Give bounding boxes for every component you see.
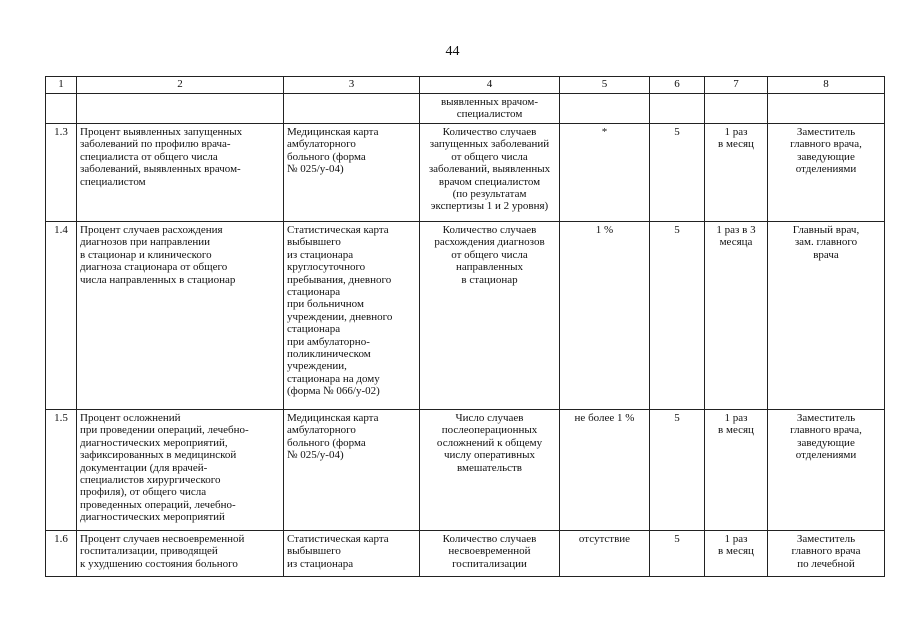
- formula-cell: Количество случаев запущенных заболеваний от общего числа заболеваний, выявленных врачом специалистом (по результатам экспертизы 1 и 2 уровня): [420, 124, 560, 222]
- table-cell: [705, 94, 768, 124]
- formula-cell: Число случаев послеоперационных осложнений к общему числу оперативных вмешательств: [420, 410, 560, 531]
- table-cell: [560, 94, 650, 124]
- period-cell: 1 раз в месяц: [705, 124, 768, 222]
- formula-cell: Количество случаев расхождения диагнозов от общего числа направленных в стационар: [420, 222, 560, 410]
- responsible-cell: Заместитель главного врача по лечебной: [768, 531, 885, 577]
- weight-cell: 5: [650, 410, 705, 531]
- row-number: 1.6: [46, 531, 77, 577]
- table-row: [46, 124, 885, 222]
- row-number: 1.5: [46, 410, 77, 531]
- column-number: 6: [650, 77, 705, 94]
- continuation-row: [46, 94, 885, 124]
- source-cell: Медицинская карта амбулаторного больного (форма № 025/у-04): [284, 124, 420, 222]
- period-cell: 1 раз в 3 месяца: [705, 222, 768, 410]
- table-cell: [768, 94, 885, 124]
- formula-cell: Количество случаев несвоевременной госпитализации: [420, 531, 560, 577]
- table-cell: [284, 94, 420, 124]
- column-number: 2: [77, 77, 284, 94]
- responsible-cell: Главный врач, зам. главного врача: [768, 222, 885, 410]
- indicator-cell: Процент выявленных запущенных заболеваний по профилю врача- специалиста от общего числа заболеваний, выявленных врачом- специалистом: [77, 124, 284, 222]
- column-number: 1: [46, 77, 77, 94]
- page-number: 44: [445, 44, 460, 59]
- source-cell: Статистическая карта выбывшего из стационара круглосуточного пребывания, дневного стационара при больничном учреждении, дневного стационара при амбулаторно- поликлиническом учреждении, стационара на дому (форма № 066/у-02): [284, 222, 420, 410]
- indicator-cell: Процент осложнений при проведении операций, лечебно- диагностических мероприятий, зафиксированных в медицинской документации (для врачей- специалистов хирургического профиля), от общего числа проведенных операций, лечебно- диагностических мероприятий: [77, 410, 284, 531]
- indicator-cell: Процент случаев расхождения диагнозов при направлении в стационар и клинического диагноза стационара от общего числа направленных в стационар: [77, 222, 284, 410]
- responsible-cell: Заместитель главного врача, заведующие отделениями: [768, 410, 885, 531]
- norm-cell: 1 %: [560, 222, 650, 410]
- norm-cell: отсутствие: [560, 531, 650, 577]
- column-number: 5: [560, 77, 650, 94]
- column-number: 7: [705, 77, 768, 94]
- source-cell: Статистическая карта выбывшего из стационара: [284, 531, 420, 577]
- table-cell: [77, 94, 284, 124]
- responsible-cell: Заместитель главного врача, заведующие отделениями: [768, 124, 885, 222]
- table-row: [46, 531, 885, 577]
- norm-cell: *: [560, 124, 650, 222]
- period-cell: 1 раз в месяц: [705, 531, 768, 577]
- table-row: [46, 410, 885, 531]
- weight-cell: 5: [650, 124, 705, 222]
- formula-cell: выявленных врачом- специалистом: [420, 94, 560, 124]
- column-number-row: [46, 77, 885, 94]
- criteria-table: [45, 76, 885, 577]
- weight-cell: 5: [650, 531, 705, 577]
- column-number: 3: [284, 77, 420, 94]
- norm-cell: не более 1 %: [560, 410, 650, 531]
- weight-cell: 5: [650, 222, 705, 410]
- column-number: 8: [768, 77, 885, 94]
- period-cell: 1 раз в месяц: [705, 410, 768, 531]
- indicator-cell: Процент случаев несвоевременной госпитализации, приводящей к ухудшению состояния больного: [77, 531, 284, 577]
- source-cell: Медицинская карта амбулаторного больного (форма № 025/у-04): [284, 410, 420, 531]
- table-row: [46, 222, 885, 410]
- table-cell: [650, 94, 705, 124]
- column-number: 4: [420, 77, 560, 94]
- row-number: 1.3: [46, 124, 77, 222]
- row-number: 1.4: [46, 222, 77, 410]
- table-cell: [46, 94, 77, 124]
